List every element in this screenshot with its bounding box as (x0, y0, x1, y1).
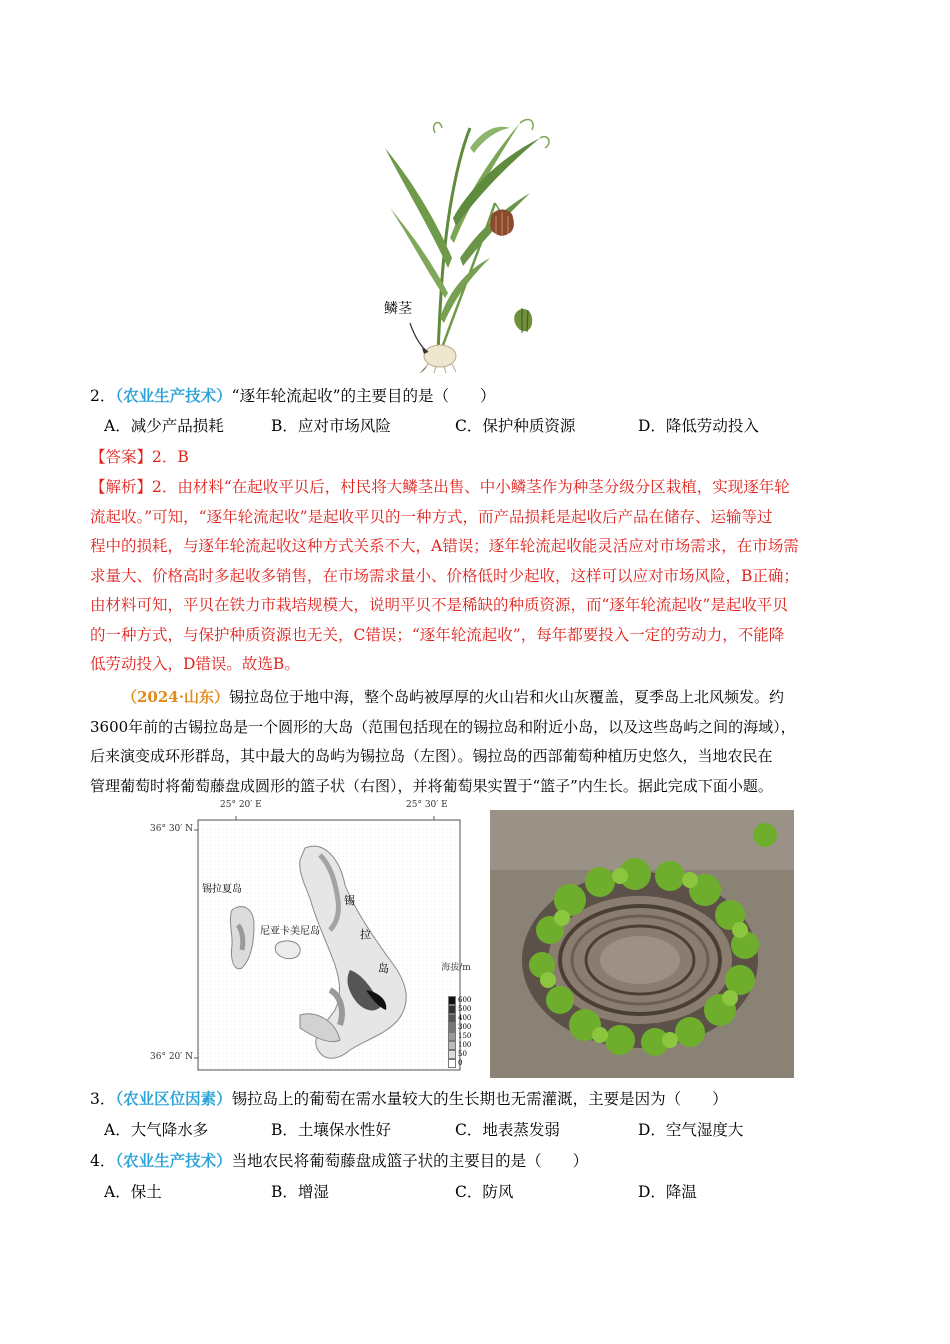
passage-line: （2024·山东）锡拉岛位于地中海，整个岛屿被厚厚的火山岩和火山灰覆盖，夏季岛上北风频发。约 (122, 688, 784, 706)
legend-swatch (448, 1050, 456, 1059)
legend-swatch (448, 1032, 456, 1041)
map-lat-bottom: 36° 20′ N (150, 1052, 194, 1062)
q3-option-d[interactable]: D．空气湿度大 (638, 1121, 744, 1139)
question-number: 4． (90, 1152, 116, 1170)
legend-item (448, 1014, 478, 1023)
grapevine-basket-photo (490, 810, 794, 1078)
map-label-thira-3: 岛 (378, 962, 389, 975)
legend-title: 海拔/m (441, 963, 471, 973)
legend-value: 300 (458, 1023, 472, 1031)
q4-option-d[interactable]: D．降温 (638, 1183, 697, 1201)
passage-line: 3600年前的古锡拉岛是一个圆形的大岛（范围包括现在的锡拉岛和附近小岛，以及这些岛屿之间的海域）， (90, 717, 796, 736)
analysis-line: 的一种方式，与保护种质资源也无关，C错误；“逐年轮流起收”，每年都要投入一定的劳动力，不能降 (90, 625, 785, 644)
legend-value: 600 (458, 996, 472, 1004)
passage-line: 管理葡萄时将葡萄藤盘成圆形的篮子状（右图），并将葡萄果实置于“篮子”内生长。据此完成下面小题。 (90, 776, 773, 795)
q2-option-a[interactable]: A．减少产品损耗 (104, 417, 224, 435)
legend-item (448, 1050, 478, 1059)
legend-value: 400 (458, 1014, 472, 1022)
question-tag: （农业生产技术） (115, 1151, 232, 1170)
analysis-block (90, 473, 870, 680)
passage-source: （2024·山东） (122, 688, 229, 706)
q2-option-d[interactable]: D．降低劳动投入 (638, 417, 759, 435)
map-label-thira-1: 锡 (344, 894, 355, 907)
plant-figure (370, 108, 570, 373)
map-lon-left: 25° 20′ E (220, 800, 262, 810)
legend-item (448, 1023, 478, 1032)
question-3 (90, 1088, 728, 1110)
passage-block (90, 683, 880, 801)
q4-option-b[interactable]: B．增湿 (271, 1183, 329, 1201)
analysis-line: 【解析】2．由材料“在起收平贝后，村民将大鳞茎出售、中小鳞茎作为种茎分级分区栽植，实现逐年轮 (90, 478, 790, 496)
question-number: 2． (90, 387, 116, 405)
legend-swatch (448, 1041, 456, 1050)
legend-swatch (448, 1005, 456, 1014)
question-stem: “逐年轮流起收”的主要目的是（ ） (231, 387, 496, 405)
legend-item (448, 1041, 478, 1050)
question-stem: 锡拉岛上的葡萄在需水量较大的生长期也无需灌溉，主要是因为（ ） (231, 1090, 728, 1108)
analysis-label: 【解析】 (90, 478, 153, 496)
map-label-thirasia: 锡拉夏岛 (202, 884, 242, 895)
elevation-legend (441, 961, 471, 973)
legend-swatch (448, 1059, 456, 1068)
legend-swatch (448, 1023, 456, 1032)
bulb-label: 鳞茎 (384, 301, 412, 317)
question-number: 3． (90, 1090, 116, 1108)
question-4 (90, 1150, 588, 1172)
legend-item (448, 1032, 478, 1041)
analysis-line: 求量大、价格高时多起收多销售，在市场需求量小、价格低时少起收，这样可以应对市场风险，B正确； (90, 566, 799, 585)
q3-option-a[interactable]: A．大气降水多 (104, 1121, 209, 1139)
question-2 (90, 385, 496, 407)
legend-item (448, 1059, 478, 1068)
map-label-nea-kameni: 尼亚卡美尼岛 (260, 926, 320, 937)
fritillaria-illustration (370, 108, 570, 373)
santorini-map (150, 800, 480, 1078)
legend-item (448, 996, 478, 1005)
legend-swatches (448, 996, 478, 1068)
q3-option-c[interactable]: C．地表蒸发弱 (455, 1121, 560, 1139)
q4-option-a[interactable]: A．保土 (104, 1183, 162, 1201)
passage-line: 后来演变成环形群岛，其中最大的岛屿为锡拉岛（左图）。锡拉岛的西部葡萄种植历史悠久，当地农民在 (90, 747, 773, 765)
legend-value: 100 (458, 1041, 472, 1049)
legend-swatch (448, 1014, 456, 1023)
question-stem: 当地农民将葡萄藤盘成篮子状的主要目的是（ ） (231, 1152, 589, 1170)
question-tag: （农业生产技术） (115, 386, 232, 405)
analysis-line: 程中的损耗，与逐年轮流起收这种方式关系不大，A错误；逐年轮流起收能灵活应对市场需求，在市场需 (90, 537, 799, 555)
analysis-line: 流起收。”可知，“逐年轮流起收”是起收平贝的一种方式，而产品损耗是起收后产品在储存、运输等过 (90, 507, 773, 526)
map-lat-top: 36° 30′ N (150, 824, 194, 834)
legend-item (448, 1005, 478, 1014)
answer-line (90, 446, 189, 468)
analysis-line: 低劳动投入，D错误。故选B。 (90, 655, 300, 673)
legend-value: 500 (458, 1005, 472, 1013)
q4-option-c[interactable]: C．防风 (455, 1183, 514, 1201)
legend-value: 0 (458, 1059, 463, 1067)
legend-value: 150 (458, 1032, 472, 1040)
question-tag: （农业区位因素） (115, 1089, 232, 1108)
legend-value: 50 (458, 1050, 467, 1058)
map-label-thira-2: 拉 (360, 928, 371, 941)
analysis-line: 由材料可知，平贝在铁力市栽培规模大，说明平贝不是稀缺的种质资源，而“逐年轮流起收”是起收平贝 (90, 596, 788, 614)
answer-text: 2．B (152, 448, 189, 466)
q2-option-b[interactable]: B．应对市场风险 (271, 417, 391, 435)
q3-option-b[interactable]: B．土壤保水性好 (271, 1121, 391, 1139)
map-lon-right: 25° 30′ E (406, 800, 448, 810)
answer-label: 【答案】 (90, 448, 153, 466)
q2-option-c[interactable]: C．保护种质资源 (455, 417, 576, 435)
legend-swatch (448, 996, 456, 1005)
